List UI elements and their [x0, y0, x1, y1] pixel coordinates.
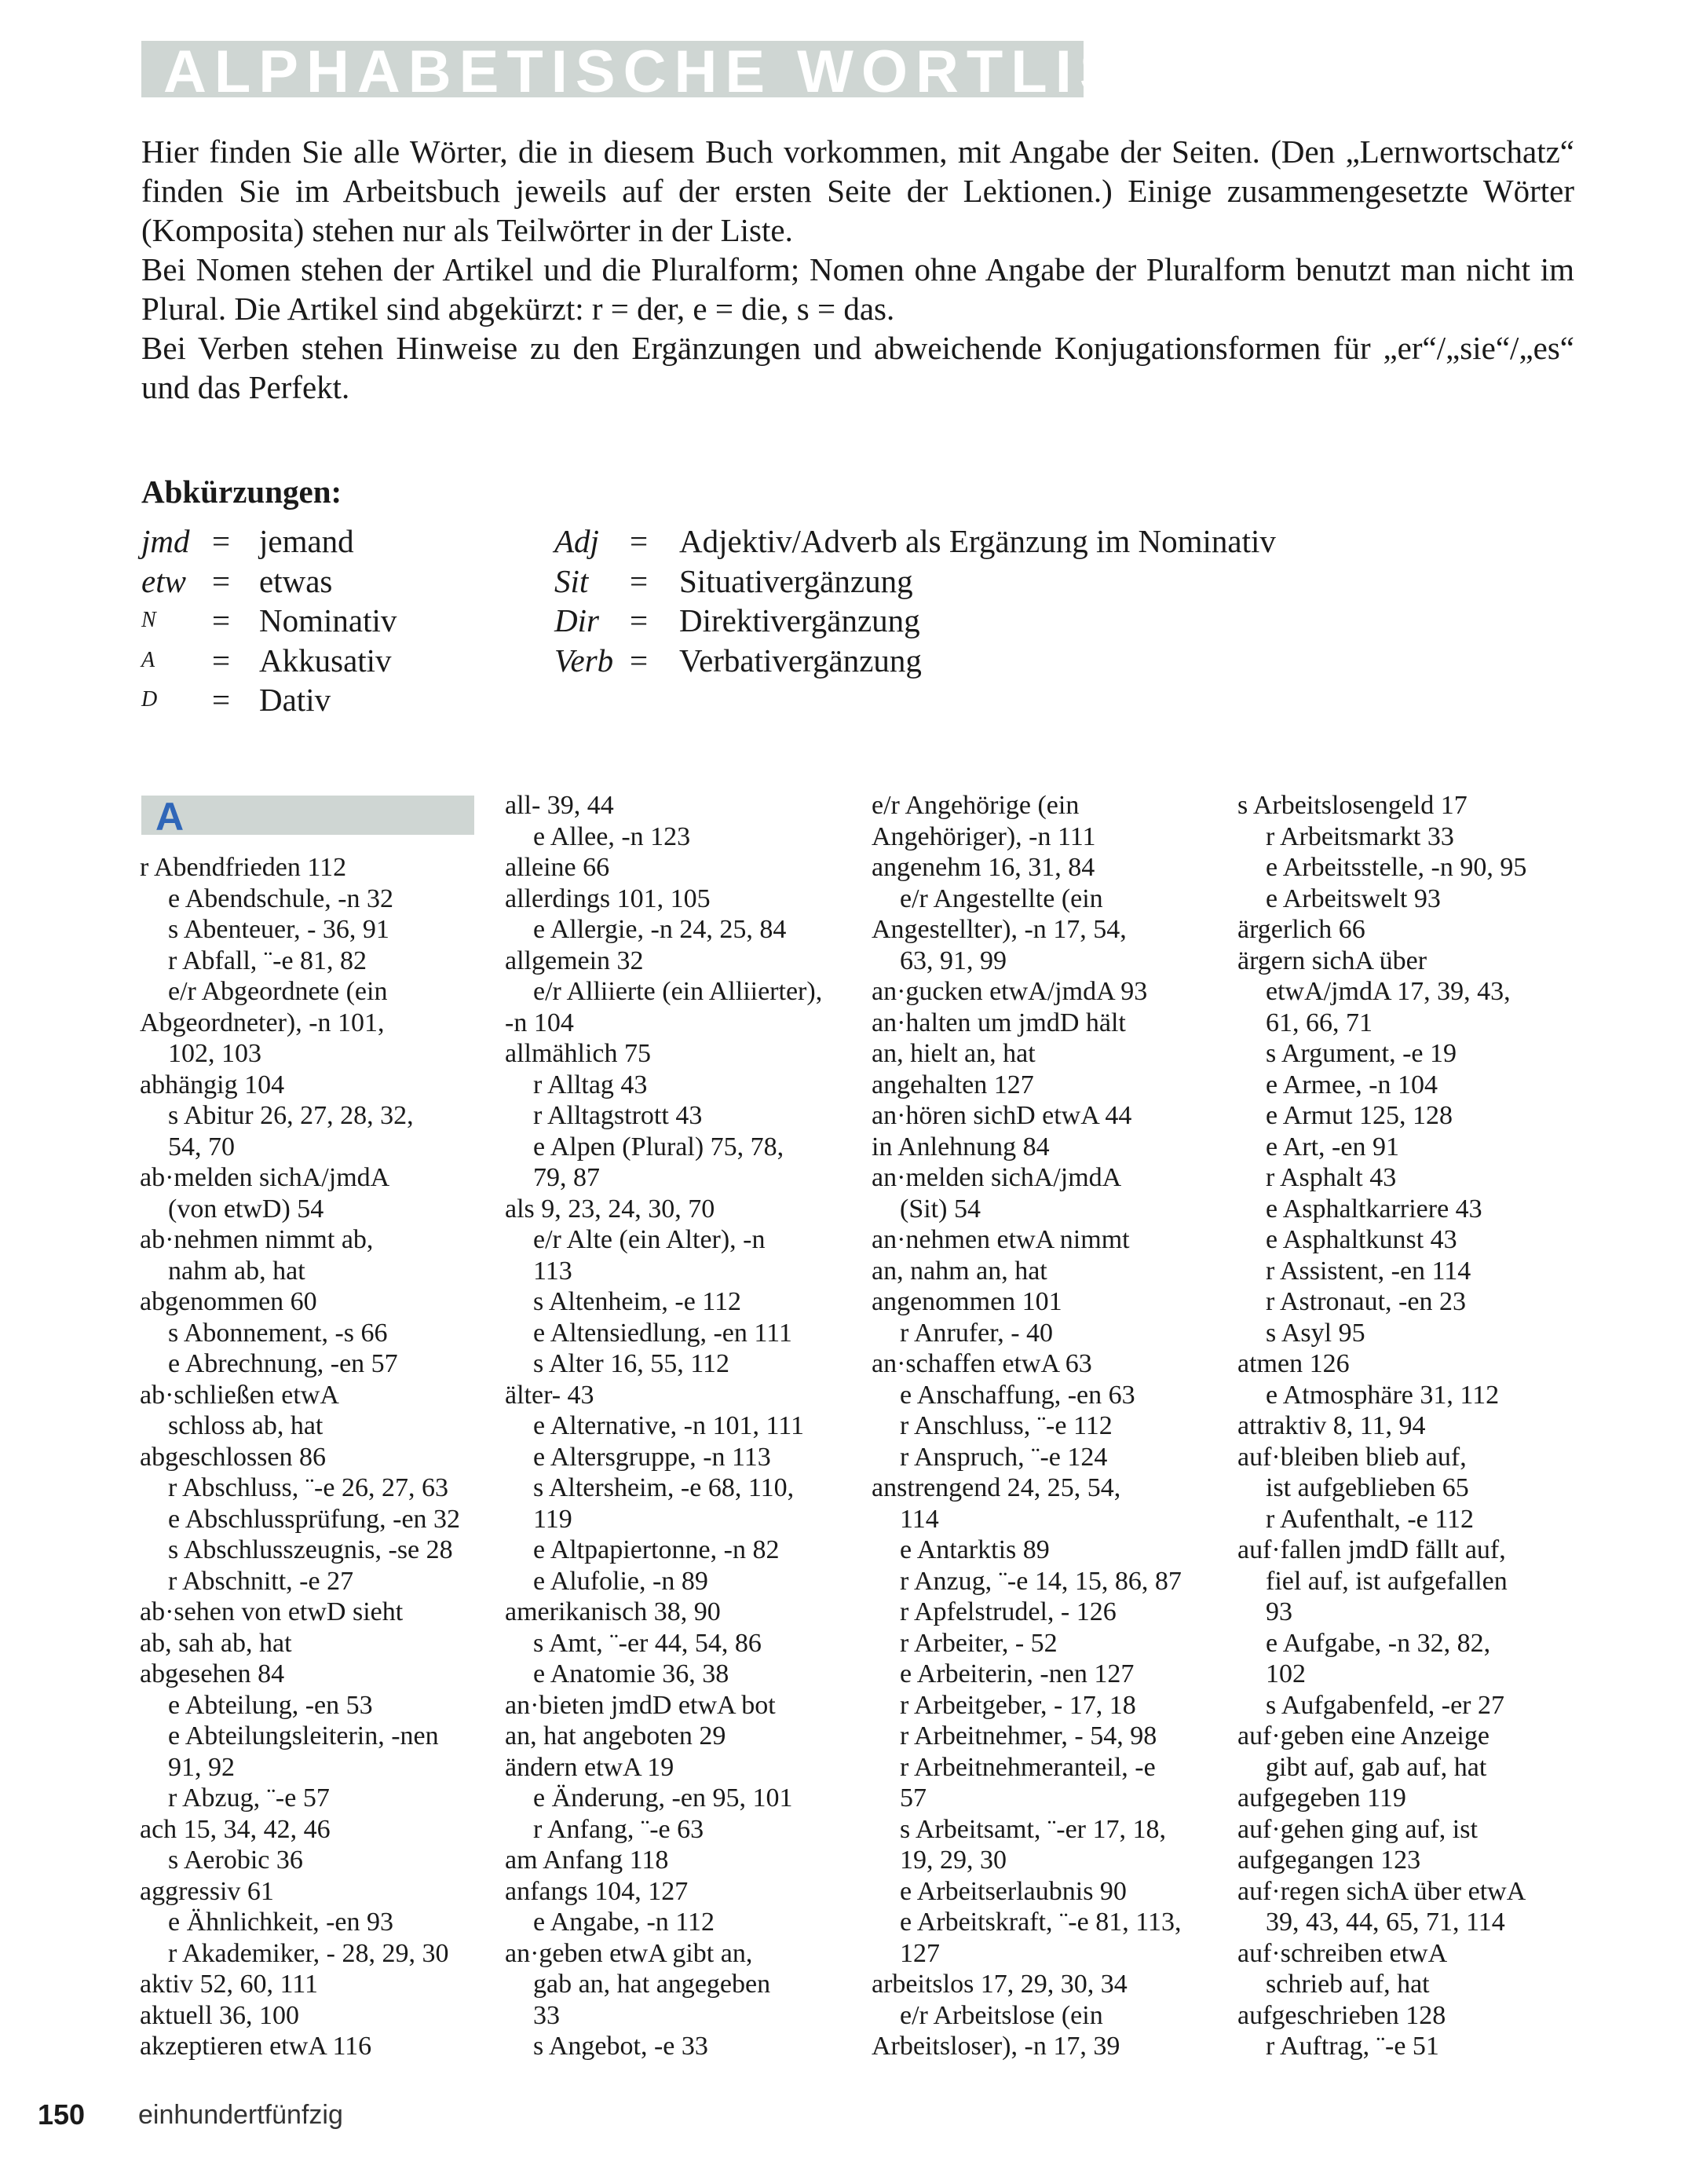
abbreviation-value: Nominativ: [259, 602, 397, 638]
word-entry: e Altpapiertonne, -n 82: [533, 1535, 780, 1564]
abbreviations-heading: Abkürzungen:: [141, 474, 342, 510]
word-entry: 61, 66, 71: [1266, 1008, 1373, 1037]
word-entry: atmen 126: [1237, 1349, 1350, 1378]
abbreviation-key: jmd: [141, 523, 190, 559]
word-entry: älter- 43: [505, 1380, 594, 1410]
word-entry: als 9, 23, 24, 30, 70: [505, 1194, 715, 1224]
equals-sign: =: [630, 642, 649, 679]
word-entry: schloss ab, hat: [168, 1411, 323, 1440]
word-entry: s Arbeitsamt, ¨-er 17, 18,: [900, 1814, 1166, 1844]
word-entry: r Anschluss, ¨-e 112: [900, 1411, 1113, 1440]
word-entry: Arbeitsloser), -n 17, 39: [872, 2032, 1120, 2061]
word-entry: e Arbeitserlaubnis 90: [900, 1876, 1127, 1906]
word-entry: allgemein 32: [505, 946, 644, 975]
page-title: ALPHABETISCHE WORTLISTE: [163, 38, 1219, 105]
word-entry: ändern etwA 19: [505, 1752, 674, 1782]
word-entry: e Abschlussprüfung, -en 32: [168, 1504, 461, 1534]
word-entry: ärgerlich 66: [1237, 915, 1365, 944]
section-letter-bar: [141, 795, 474, 839]
equals-sign: =: [212, 602, 231, 638]
word-entry: s Abonnement, -s 66: [168, 1318, 388, 1348]
abbreviation-row: [554, 641, 1276, 681]
word-entry: aktuell 36, 100: [140, 2000, 300, 2030]
word-entry: Abgeordneter), -n 101,: [140, 1008, 385, 1037]
word-entry: r Aufenthalt, -e 112: [1266, 1504, 1474, 1534]
word-entry: alleine 66: [505, 853, 610, 882]
abbreviation-key: Adj: [554, 523, 599, 559]
abbreviation-key: N: [141, 608, 156, 632]
word-entry: an·hören sichD etwA 44: [872, 1101, 1132, 1130]
abbreviation-row: [141, 641, 397, 681]
word-entry: an·gucken etwA/jmdA 93: [872, 977, 1148, 1006]
word-entry: angenommen 101: [872, 1287, 1062, 1316]
word-entry: e Armee, -n 104: [1266, 1070, 1438, 1099]
intro-text: [141, 132, 1574, 407]
word-entry: e/r Angestellte (ein: [900, 883, 1103, 913]
word-entry: auf·schreiben etwA: [1237, 1938, 1448, 1968]
word-entry: r Alltagstrott 43: [533, 1101, 703, 1130]
word-entry: s Argument, -e 19: [1266, 1039, 1457, 1068]
word-entry: in Anlehnung 84: [872, 1132, 1050, 1162]
word-entry: s Aufgabenfeld, -er 27: [1266, 1690, 1505, 1720]
word-entry: r Arbeitgeber, - 17, 18: [900, 1690, 1136, 1720]
word-entry: r Abzug, ¨-e 57: [168, 1783, 330, 1813]
intro-paragraph: Bei Verben stehen Hinweise zu den Ergänzungen und abweichende Konjugationsformen für „er“/„sie“/„es“ und das Perfekt.: [141, 330, 1574, 405]
abbreviation-key: A: [141, 647, 155, 672]
word-entry: e Arbeitswelt 93: [1266, 883, 1441, 913]
word-entry: r Abschnitt, -e 27: [168, 1566, 354, 1596]
word-entry: ist aufgeblieben 65: [1266, 1473, 1469, 1502]
word-entry: s Asyl 95: [1266, 1318, 1365, 1348]
word-entry: e Atmosphäre 31, 112: [1266, 1380, 1500, 1410]
word-entry: angenehm 16, 31, 84: [872, 853, 1095, 882]
word-entry: arbeitslos 17, 29, 30, 34: [872, 1970, 1128, 1999]
word-entry: e Anatomie 36, 38: [533, 1659, 729, 1688]
word-entry: r Arbeiter, - 52: [900, 1628, 1058, 1658]
word-entry: auf·gehen ging auf, ist: [1237, 1814, 1478, 1844]
word-entry: s Abenteuer, - 36, 91: [168, 915, 389, 944]
word-entry: etwA/jmdA 17, 39, 43,: [1266, 977, 1511, 1006]
word-entry: an, hielt an, hat: [872, 1039, 1036, 1068]
word-entry: an·nehmen etwA nimmt: [872, 1225, 1130, 1254]
word-entry: amerikanisch 38, 90: [505, 1597, 721, 1626]
word-entry: (Sit) 54: [900, 1194, 981, 1224]
word-entry: 102: [1266, 1659, 1306, 1688]
word-entry: all- 39, 44: [505, 791, 614, 820]
word-entry: r Anfang, ¨-e 63: [533, 1814, 704, 1844]
abbreviation-row: [141, 680, 397, 720]
word-entry: 57: [900, 1783, 927, 1813]
word-entry: r Astronaut, -en 23: [1266, 1287, 1466, 1316]
word-entry: e Alufolie, -n 89: [533, 1566, 708, 1596]
word-entry: ab·schließen etwA: [140, 1380, 339, 1410]
word-entry: an, nahm an, hat: [872, 1256, 1047, 1286]
word-entry: ach 15, 34, 42, 46: [140, 1814, 331, 1844]
abbreviation-row: [141, 562, 397, 602]
word-entry: aufgeschrieben 128: [1237, 2000, 1446, 2030]
word-entry: nahm ab, hat: [168, 1256, 305, 1286]
word-entry: aggressiv 61: [140, 1876, 274, 1906]
word-entry: e Abteilung, -en 53: [168, 1690, 373, 1720]
word-entry: ab·melden sichA/jmdA: [140, 1163, 390, 1192]
abbreviation-key: Verb: [554, 642, 614, 679]
header-bar: [141, 38, 1219, 105]
equals-sign: =: [630, 602, 649, 638]
word-entry: r Anzug, ¨-e 14, 15, 86, 87: [900, 1566, 1182, 1596]
abbreviation-value: Adjektiv/Adverb als Ergänzung im Nominativ: [679, 523, 1276, 559]
abbreviation-row: [141, 521, 397, 562]
abbreviation-value: Direktivergänzung: [679, 602, 920, 638]
word-entry: aufgegeben 119: [1237, 1783, 1406, 1813]
word-entry: schrieb auf, hat: [1266, 1970, 1430, 1999]
word-entry: an·halten um jmdD hält: [872, 1008, 1126, 1037]
abbreviation-key: etw: [141, 562, 186, 599]
word-entry: e/r Abgeordnete (ein: [168, 977, 388, 1006]
abbreviation-row: [554, 601, 1276, 641]
word-entry: an·geben etwA gibt an,: [505, 1938, 753, 1968]
word-entry: e Alternative, -n 101, 111: [533, 1411, 804, 1440]
word-entry: an·bieten jmdD etwA bot: [505, 1690, 776, 1720]
intro-paragraph: Bei Nomen stehen der Artikel und die Pluralform; Nomen ohne Angabe der Pluralform benutzt man nicht im Plural. Die Artikel sind abgekürzt: r = der, e = die, s = das.: [141, 251, 1574, 327]
word-entry: e Altersgruppe, -n 113: [533, 1442, 771, 1472]
word-entry: e Änderung, -en 95, 101: [533, 1783, 793, 1813]
word-entry: abgesehen 84: [140, 1659, 285, 1688]
word-entry: angehalten 127: [872, 1070, 1034, 1099]
word-entry: r Auftrag, ¨-e 51: [1266, 2032, 1439, 2061]
word-entry: 102, 103: [168, 1039, 261, 1068]
word-entry: 113: [533, 1256, 572, 1286]
word-entry: 54, 70: [168, 1132, 235, 1162]
word-entry: e Abendschule, -n 32: [168, 883, 394, 913]
word-entry: e Alpen (Plural) 75, 78,: [533, 1132, 784, 1162]
word-entry: e Abteilungsleiterin, -nen: [168, 1721, 439, 1750]
word-entry: r Abendfrieden 112: [140, 853, 347, 882]
page-number: 150: [38, 2098, 86, 2131]
word-entry: r Abfall, ¨-e 81, 82: [168, 946, 367, 975]
word-entry: 114: [900, 1504, 939, 1534]
abbreviation-row: [554, 562, 1276, 602]
word-entry: e Allergie, -n 24, 25, 84: [533, 915, 787, 944]
word-entry: e Armut 125, 128: [1266, 1101, 1453, 1130]
abbreviations-right: [554, 521, 1276, 680]
word-entry: auf·bleiben blieb auf,: [1237, 1442, 1467, 1472]
word-entry: e Arbeiterin, -nen 127: [900, 1659, 1135, 1688]
equals-sign: =: [212, 523, 231, 559]
word-entry: e Ähnlichkeit, -en 93: [168, 1908, 394, 1937]
word-entry: e Angabe, -n 112: [533, 1908, 715, 1937]
word-entry: fiel auf, ist aufgefallen: [1266, 1566, 1508, 1596]
word-entry: s Abitur 26, 27, 28, 32,: [168, 1101, 414, 1130]
word-entry: e Allee, -n 123: [533, 821, 691, 851]
word-entry: e Art, -en 91: [1266, 1132, 1399, 1162]
word-entry: 79, 87: [533, 1163, 600, 1192]
word-entry: Angehöriger), -n 111: [872, 821, 1096, 851]
equals-sign: =: [630, 562, 649, 599]
abbreviation-key: Dir: [554, 602, 599, 638]
word-entry: allmählich 75: [505, 1039, 652, 1068]
word-entry: gibt auf, gab auf, hat: [1266, 1752, 1487, 1782]
word-entry: 63, 91, 99: [900, 946, 1007, 975]
word-column-4: [1237, 790, 1591, 2062]
word-entry: ärgern sichA über: [1237, 946, 1427, 975]
word-entry: s Angebot, -e 33: [533, 2032, 708, 2061]
word-entry: e/r Arbeitslose (ein: [900, 2000, 1103, 2030]
word-entry: s Altersheim, -e 68, 110,: [533, 1473, 795, 1502]
word-entry: r Abschluss, ¨-e 26, 27, 63: [168, 1473, 448, 1502]
word-entry: attraktiv 8, 11, 94: [1237, 1411, 1426, 1440]
word-entry: 127: [900, 1938, 940, 1968]
word-entry: ab·nehmen nimmt ab,: [140, 1225, 374, 1254]
word-entry: r Alltag 43: [533, 1070, 648, 1099]
word-entry: e Altensiedlung, -en 111: [533, 1318, 792, 1348]
abbreviation-key: D: [141, 687, 158, 712]
word-entry: auf·geben eine Anzeige: [1237, 1721, 1489, 1750]
equals-sign: =: [630, 523, 649, 559]
word-entry: r Apfelstrudel, - 126: [900, 1597, 1117, 1626]
intro-paragraph: Hier finden Sie alle Wörter, die in diesem Buch vorkommen, mit Angabe der Seiten. (Den „Lernwortschatz“ finden Sie im Arbeitsbuch jeweils auf der ersten Seite der Lektionen.) Einige zusammengesetzte Wörter (Komposita) stehen nur als Teilwörter in der Liste.: [141, 134, 1574, 248]
word-entry: s Amt, ¨-er 44, 54, 86: [533, 1628, 762, 1658]
word-entry: 119: [533, 1504, 572, 1534]
word-entry: abhängig 104: [140, 1070, 285, 1099]
word-entry: aufgegangen 123: [1237, 1846, 1421, 1875]
word-entry: e Arbeitsstelle, -n 90, 95: [1266, 853, 1527, 882]
word-entry: e Abrechnung, -en 57: [168, 1349, 398, 1378]
section-letter: A: [155, 795, 185, 839]
word-entry: 91, 92: [168, 1752, 235, 1782]
word-entry: abgeschlossen 86: [140, 1442, 327, 1472]
word-entry: akzeptieren etwA 116: [140, 2032, 372, 2061]
abbreviation-value: Dativ: [259, 682, 331, 718]
word-column-1: [140, 852, 493, 2062]
abbreviation-row: [141, 601, 397, 641]
word-entry: abgenommen 60: [140, 1287, 317, 1316]
word-entry: auf·fallen jmdD fällt auf,: [1237, 1535, 1506, 1564]
word-entry: e Antarktis 89: [900, 1535, 1050, 1564]
abbreviations-left: [141, 521, 397, 720]
word-column-3: [872, 790, 1225, 2062]
word-entry: s Alter 16, 55, 112: [533, 1349, 729, 1378]
word-entry: r Arbeitnehmeranteil, -e: [900, 1752, 1156, 1782]
equals-sign: =: [212, 562, 231, 599]
word-entry: aktiv 52, 60, 111: [140, 1970, 318, 1999]
word-entry: auf·regen sichA über etwA: [1237, 1876, 1526, 1906]
page-number-word: einhundertfünfzig: [138, 2100, 343, 2130]
word-entry: r Assistent, -en 114: [1266, 1256, 1471, 1286]
abbreviation-value: Situativergänzung: [679, 562, 913, 599]
equals-sign: =: [212, 642, 231, 679]
word-entry: allerdings 101, 105: [505, 883, 711, 913]
word-entry: 19, 29, 30: [900, 1846, 1007, 1875]
word-entry: e Aufgabe, -n 32, 82,: [1266, 1628, 1491, 1658]
word-entry: e Asphaltkarriere 43: [1266, 1194, 1482, 1224]
word-entry: ab, sah ab, hat: [140, 1628, 292, 1658]
word-entry: 33: [533, 2000, 560, 2030]
word-entry: (von etwD) 54: [168, 1194, 324, 1224]
word-entry: am Anfang 118: [505, 1846, 669, 1875]
word-entry: r Akademiker, - 28, 29, 30: [168, 1938, 449, 1968]
abbreviation-row: [554, 521, 1276, 562]
word-entry: Angestellter), -n 17, 54,: [872, 915, 1127, 944]
word-entry: s Altenheim, -e 112: [533, 1287, 742, 1316]
word-entry: s Arbeitslosengeld 17: [1237, 791, 1468, 820]
word-entry: 39, 43, 44, 65, 71, 114: [1266, 1908, 1505, 1937]
word-column-2: [505, 790, 858, 2062]
word-entry: an·melden sichA/jmdA: [872, 1163, 1122, 1192]
abbreviation-key: Sit: [554, 562, 589, 599]
word-entry: e Asphaltkunst 43: [1266, 1225, 1457, 1254]
abbreviation-value: Akkusativ: [259, 642, 392, 679]
word-entry: r Asphalt 43: [1266, 1163, 1397, 1192]
word-entry: e Anschaffung, -en 63: [900, 1380, 1135, 1410]
word-entry: r Arbeitnehmer, - 54, 98: [900, 1721, 1157, 1750]
word-entry: gab an, hat angegeben: [533, 1970, 771, 1999]
word-entry: e/r Alte (ein Alter), -n: [533, 1225, 766, 1254]
word-entry: e/r Angehörige (ein: [872, 791, 1080, 820]
word-entry: e/r Alliierte (ein Alliierter),: [533, 977, 823, 1006]
word-entry: r Arbeitsmarkt 33: [1266, 821, 1454, 851]
word-entry: anstrengend 24, 25, 54,: [872, 1473, 1121, 1502]
word-entry: 93: [1266, 1597, 1292, 1626]
word-entry: r Anrufer, - 40: [900, 1318, 1054, 1348]
word-entry: ab·sehen von etwD sieht: [140, 1597, 404, 1626]
word-entry: an·schaffen etwA 63: [872, 1349, 1092, 1378]
word-entry: e Arbeitskraft, ¨-e 81, 113,: [900, 1908, 1182, 1937]
abbreviation-value: jemand: [259, 523, 354, 559]
word-entry: s Aerobic 36: [168, 1846, 303, 1875]
word-entry: r Anspruch, ¨-e 124: [900, 1442, 1108, 1472]
abbreviation-value: etwas: [259, 562, 333, 599]
word-entry: s Abschlusszeugnis, -se 28: [168, 1535, 453, 1564]
word-entry: anfangs 104, 127: [505, 1876, 689, 1906]
word-entry: -n 104: [505, 1008, 574, 1037]
word-entry: an, hat angeboten 29: [505, 1721, 726, 1750]
abbreviation-value: Verbativergänzung: [679, 642, 922, 679]
equals-sign: =: [212, 682, 231, 718]
